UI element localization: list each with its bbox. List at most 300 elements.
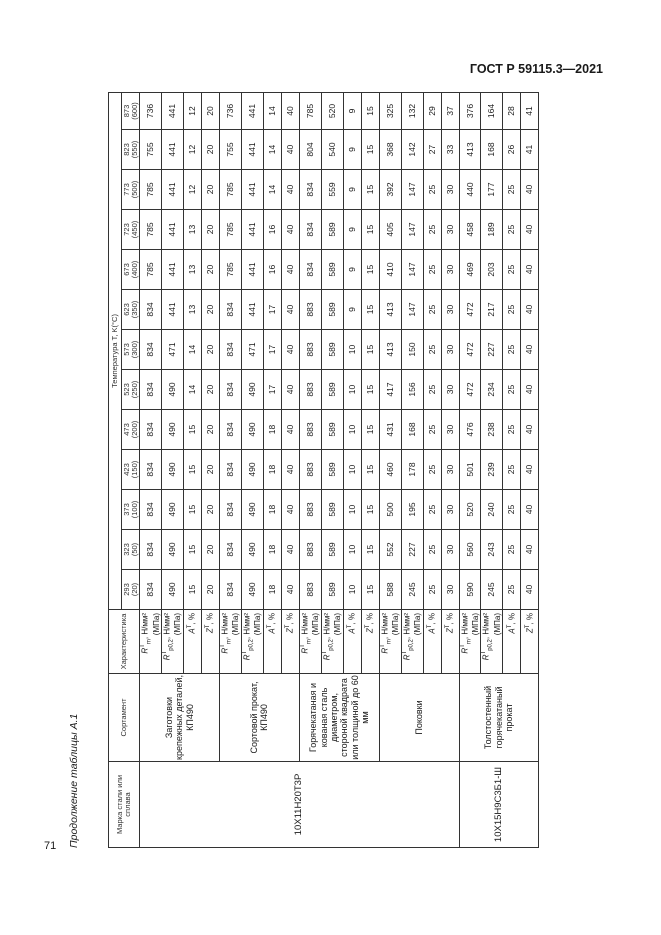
characteristic-label: $R^T_m$, Н/мм² (МПа)	[219, 610, 241, 674]
value-cell: 15	[361, 410, 379, 450]
value-cell: 10	[343, 490, 361, 530]
value-cell: 147	[401, 250, 423, 290]
value-cell: 834	[219, 490, 241, 530]
value-cell: 834	[219, 450, 241, 490]
rotated-table-block	[68, 93, 596, 848]
value-cell: 472	[459, 290, 481, 330]
temperature-col-header: 773 (500)	[122, 170, 140, 210]
value-cell: 15	[361, 330, 379, 370]
value-cell: 490	[161, 570, 183, 610]
characteristic-label: $A^T$, %	[423, 610, 441, 674]
value-cell: 540	[321, 130, 343, 170]
value-cell: 12	[183, 92, 201, 129]
value-cell: 834	[140, 450, 162, 490]
value-cell: 178	[401, 450, 423, 490]
header-temperature: Температура T, K(°C)	[109, 92, 122, 609]
header-sort: Сортамент	[109, 674, 140, 762]
value-cell: 14	[183, 330, 201, 370]
value-cell: 20	[201, 210, 219, 250]
value-cell: 834	[219, 370, 241, 410]
value-cell: 560	[459, 530, 481, 570]
value-cell: 9	[343, 92, 361, 129]
grade-cell: 10Х11Н20Т3Р	[140, 762, 460, 848]
value-cell: 25	[423, 490, 441, 530]
value-cell: 834	[219, 330, 241, 370]
value-cell: 25	[503, 450, 521, 490]
value-cell: 834	[299, 250, 321, 290]
value-cell: 25	[423, 250, 441, 290]
sort-cell: Сортовой прокат, КП490	[219, 674, 299, 762]
characteristic-label: $R^T_{p0,2}$, Н/мм² (МПа)	[241, 610, 263, 674]
value-cell: 413	[379, 290, 401, 330]
characteristic-label: $R^T_{p0,2}$, Н/мм² (МПа)	[401, 610, 423, 674]
characteristic-label: $R^T_{p0,2}$, Н/мм² (МПа)	[481, 610, 503, 674]
value-cell: 177	[481, 170, 503, 210]
value-cell: 325	[379, 92, 401, 129]
value-cell: 9	[343, 170, 361, 210]
value-cell: 25	[503, 170, 521, 210]
value-cell: 834	[219, 530, 241, 570]
value-cell: 490	[241, 530, 263, 570]
value-cell: 15	[361, 490, 379, 530]
value-cell: 15	[361, 170, 379, 210]
value-cell: 410	[379, 250, 401, 290]
value-cell: 25	[503, 490, 521, 530]
characteristic-label: $R^T_{p0,2}$, Н/мм² (МПа)	[161, 610, 183, 674]
value-cell: 883	[299, 290, 321, 330]
value-cell: 40	[281, 490, 299, 530]
value-cell: 472	[459, 330, 481, 370]
value-cell: 14	[263, 170, 281, 210]
value-cell: 368	[379, 130, 401, 170]
temperature-col-header: 873 (600)	[122, 92, 140, 129]
value-cell: 10	[343, 570, 361, 610]
value-cell: 883	[299, 490, 321, 530]
value-cell: 18	[263, 570, 281, 610]
value-cell: 30	[441, 290, 459, 330]
value-cell: 18	[263, 490, 281, 530]
value-cell: 40	[281, 290, 299, 330]
value-cell: 227	[401, 530, 423, 570]
characteristic-label: $Z^T$, %	[521, 610, 539, 674]
value-cell: 785	[140, 210, 162, 250]
value-cell: 28	[503, 92, 521, 129]
value-cell: 150	[401, 330, 423, 370]
value-cell: 30	[441, 170, 459, 210]
value-cell: 589	[321, 250, 343, 290]
characteristic-label: $R^T_m$, Н/мм² (МПа)	[140, 610, 162, 674]
value-cell: 16	[263, 250, 281, 290]
temperature-col-header: 723 (450)	[122, 210, 140, 250]
value-cell: 755	[140, 130, 162, 170]
characteristic-label: $Z^T$, %	[361, 610, 379, 674]
value-cell: 40	[521, 570, 539, 610]
value-cell: 589	[321, 330, 343, 370]
value-cell: 490	[241, 490, 263, 530]
value-cell: 441	[161, 130, 183, 170]
value-cell: 30	[441, 490, 459, 530]
value-cell: 40	[281, 530, 299, 570]
value-cell: 10	[343, 370, 361, 410]
value-cell: 834	[299, 170, 321, 210]
value-cell: 40	[281, 250, 299, 290]
value-cell: 25	[503, 250, 521, 290]
value-cell: 413	[459, 130, 481, 170]
value-cell: 234	[481, 370, 503, 410]
value-cell: 834	[140, 410, 162, 450]
value-cell: 17	[263, 330, 281, 370]
characteristic-label: $A^T$, %	[503, 610, 521, 674]
value-cell: 834	[219, 570, 241, 610]
value-cell: 589	[321, 490, 343, 530]
value-cell: 20	[201, 330, 219, 370]
value-cell: 376	[459, 92, 481, 129]
value-cell: 203	[481, 250, 503, 290]
value-cell: 168	[401, 410, 423, 450]
value-cell: 490	[241, 410, 263, 450]
value-cell: 804	[299, 130, 321, 170]
value-cell: 834	[140, 290, 162, 330]
value-cell: 589	[321, 570, 343, 610]
value-cell: 25	[423, 570, 441, 610]
value-cell: 14	[183, 370, 201, 410]
value-cell: 785	[140, 250, 162, 290]
value-cell: 40	[281, 92, 299, 129]
value-cell: 25	[503, 410, 521, 450]
value-cell: 15	[183, 410, 201, 450]
value-cell: 33	[441, 130, 459, 170]
value-cell: 834	[219, 290, 241, 330]
temperature-col-header: 573 (300)	[122, 330, 140, 370]
value-cell: 30	[441, 450, 459, 490]
value-cell: 40	[521, 490, 539, 530]
value-cell: 834	[140, 570, 162, 610]
value-cell: 20	[201, 290, 219, 330]
value-cell: 25	[423, 450, 441, 490]
value-cell: 588	[379, 570, 401, 610]
value-cell: 142	[401, 130, 423, 170]
value-cell: 9	[343, 130, 361, 170]
value-cell: 785	[219, 170, 241, 210]
value-cell: 164	[481, 92, 503, 129]
value-cell: 460	[379, 450, 401, 490]
value-cell: 20	[201, 370, 219, 410]
value-cell: 25	[423, 290, 441, 330]
value-cell: 785	[219, 210, 241, 250]
value-cell: 37	[441, 92, 459, 129]
value-cell: 40	[281, 130, 299, 170]
value-cell: 883	[299, 370, 321, 410]
value-cell: 785	[140, 170, 162, 210]
value-cell: 245	[481, 570, 503, 610]
value-cell: 168	[481, 130, 503, 170]
value-cell: 417	[379, 370, 401, 410]
value-cell: 240	[481, 490, 503, 530]
temperature-col-header: 423 (150)	[122, 450, 140, 490]
value-cell: 13	[183, 290, 201, 330]
value-cell: 9	[343, 290, 361, 330]
characteristic-label: $A^T$, %	[343, 610, 361, 674]
value-cell: 12	[183, 130, 201, 170]
value-cell: 589	[321, 450, 343, 490]
value-cell: 834	[140, 530, 162, 570]
value-cell: 14	[263, 92, 281, 129]
value-cell: 490	[161, 370, 183, 410]
value-cell: 441	[241, 170, 263, 210]
value-cell: 15	[183, 490, 201, 530]
table-body	[140, 92, 539, 847]
value-cell: 25	[423, 210, 441, 250]
value-cell: 15	[361, 92, 379, 129]
value-cell: 15	[361, 290, 379, 330]
value-cell: 18	[263, 530, 281, 570]
value-cell: 458	[459, 210, 481, 250]
data-table	[108, 92, 539, 848]
value-cell: 147	[401, 290, 423, 330]
value-cell: 441	[241, 92, 263, 129]
value-cell: 12	[183, 170, 201, 210]
value-cell: 15	[361, 130, 379, 170]
characteristic-label: $Z^T$, %	[441, 610, 459, 674]
value-cell: 20	[201, 170, 219, 210]
value-cell: 15	[183, 530, 201, 570]
value-cell: 40	[281, 410, 299, 450]
value-cell: 25	[503, 330, 521, 370]
value-cell: 520	[459, 490, 481, 530]
value-cell: 15	[361, 450, 379, 490]
value-cell: 29	[423, 92, 441, 129]
value-cell: 883	[299, 330, 321, 370]
value-cell: 589	[321, 290, 343, 330]
value-cell: 490	[241, 570, 263, 610]
value-cell: 40	[521, 330, 539, 370]
value-cell: 30	[441, 570, 459, 610]
value-cell: 40	[521, 170, 539, 210]
value-cell: 20	[201, 92, 219, 129]
value-cell: 785	[299, 92, 321, 129]
value-cell: 834	[299, 210, 321, 250]
value-cell: 25	[423, 170, 441, 210]
value-cell: 30	[441, 370, 459, 410]
table-row	[219, 92, 241, 847]
header-grade: Марка стали или сплава	[109, 762, 140, 848]
sort-cell: Заготовки крепежных деталей, КП490	[140, 674, 220, 762]
temperature-col-header: 523 (250)	[122, 370, 140, 410]
value-cell: 20	[201, 130, 219, 170]
value-cell: 490	[161, 490, 183, 530]
value-cell: 30	[441, 530, 459, 570]
value-cell: 132	[401, 92, 423, 129]
value-cell: 589	[321, 210, 343, 250]
characteristic-label: $A^T$, %	[263, 610, 281, 674]
value-cell: 736	[219, 92, 241, 129]
page-number: 71	[44, 840, 57, 852]
temperature-col-header: 623 (350)	[122, 290, 140, 330]
value-cell: 883	[299, 530, 321, 570]
value-cell: 147	[401, 210, 423, 250]
value-cell: 441	[241, 210, 263, 250]
value-cell: 40	[521, 530, 539, 570]
value-cell: 40	[521, 410, 539, 450]
temperature-col-header: 323 (50)	[122, 530, 140, 570]
value-cell: 10	[343, 530, 361, 570]
value-cell: 834	[140, 330, 162, 370]
value-cell: 40	[521, 450, 539, 490]
value-cell: 785	[219, 250, 241, 290]
value-cell: 41	[521, 130, 539, 170]
value-cell: 441	[241, 290, 263, 330]
value-cell: 441	[161, 250, 183, 290]
value-cell: 476	[459, 410, 481, 450]
characteristic-label: $Z^T$, %	[201, 610, 219, 674]
value-cell: 189	[481, 210, 503, 250]
table-row	[299, 92, 321, 847]
value-cell: 883	[299, 410, 321, 450]
value-cell: 40	[281, 330, 299, 370]
value-cell: 25	[503, 210, 521, 250]
value-cell: 25	[423, 410, 441, 450]
value-cell: 441	[161, 92, 183, 129]
table-row	[140, 92, 162, 847]
value-cell: 18	[263, 410, 281, 450]
value-cell: 441	[161, 290, 183, 330]
value-cell: 405	[379, 210, 401, 250]
value-cell: 441	[241, 250, 263, 290]
value-cell: 15	[361, 570, 379, 610]
value-cell: 13	[183, 210, 201, 250]
value-cell: 40	[281, 570, 299, 610]
value-cell: 17	[263, 290, 281, 330]
value-cell: 413	[379, 330, 401, 370]
value-cell: 17	[263, 370, 281, 410]
temperature-col-header: 373 (100)	[122, 490, 140, 530]
value-cell: 27	[423, 130, 441, 170]
value-cell: 25	[423, 370, 441, 410]
value-cell: 217	[481, 290, 503, 330]
value-cell: 195	[401, 490, 423, 530]
temperature-col-header: 673 (400)	[122, 250, 140, 290]
value-cell: 25	[423, 330, 441, 370]
value-cell: 736	[140, 92, 162, 129]
value-cell: 441	[161, 170, 183, 210]
table-caption: Продолжение таблицы А.1	[68, 713, 80, 848]
value-cell: 589	[321, 530, 343, 570]
characteristic-label: $Z^T$, %	[281, 610, 299, 674]
value-cell: 147	[401, 170, 423, 210]
value-cell: 25	[503, 290, 521, 330]
value-cell: 30	[441, 210, 459, 250]
characteristic-label: $R^T_m$, Н/мм² (МПа)	[459, 610, 481, 674]
value-cell: 40	[521, 290, 539, 330]
value-cell: 25	[503, 530, 521, 570]
value-cell: 490	[161, 410, 183, 450]
value-cell: 30	[441, 410, 459, 450]
temperature-col-header: 823 (550)	[122, 130, 140, 170]
value-cell: 30	[441, 250, 459, 290]
value-cell: 9	[343, 210, 361, 250]
value-cell: 490	[161, 450, 183, 490]
sort-cell: Горячекатаная и кованая сталь диаметром, стороной квадрата или толщиной до 60 мм	[299, 674, 379, 762]
value-cell: 25	[503, 570, 521, 610]
value-cell: 20	[201, 450, 219, 490]
value-cell: 10	[343, 410, 361, 450]
standard-number: ГОСТ Р 59115.3—2021	[469, 62, 603, 76]
value-cell: 490	[241, 450, 263, 490]
value-cell: 589	[321, 410, 343, 450]
value-cell: 20	[201, 410, 219, 450]
value-cell: 156	[401, 370, 423, 410]
value-cell: 15	[361, 370, 379, 410]
value-cell: 501	[459, 450, 481, 490]
value-cell: 40	[281, 450, 299, 490]
value-cell: 227	[481, 330, 503, 370]
value-cell: 471	[161, 330, 183, 370]
value-cell: 239	[481, 450, 503, 490]
value-cell: 15	[361, 530, 379, 570]
value-cell: 883	[299, 570, 321, 610]
value-cell: 30	[441, 330, 459, 370]
value-cell: 20	[201, 530, 219, 570]
temperature-col-header: 293 (20)	[122, 570, 140, 610]
value-cell: 15	[361, 210, 379, 250]
value-cell: 15	[361, 250, 379, 290]
table-row	[379, 92, 401, 847]
value-cell: 238	[481, 410, 503, 450]
value-cell: 15	[183, 450, 201, 490]
value-cell: 392	[379, 170, 401, 210]
characteristic-label: $R^T_m$, Н/мм² (МПа)	[299, 610, 321, 674]
value-cell: 16	[263, 210, 281, 250]
value-cell: 20	[201, 490, 219, 530]
header-characteristic: Характеристика	[109, 610, 140, 674]
value-cell: 25	[503, 370, 521, 410]
value-cell: 834	[140, 370, 162, 410]
characteristic-label: $R^T_{p0,2}$, Н/мм² (МПа)	[321, 610, 343, 674]
value-cell: 472	[459, 370, 481, 410]
value-cell: 243	[481, 530, 503, 570]
value-cell: 40	[521, 250, 539, 290]
value-cell: 25	[423, 530, 441, 570]
value-cell: 883	[299, 450, 321, 490]
value-cell: 13	[183, 250, 201, 290]
value-cell: 441	[161, 210, 183, 250]
table-row	[459, 92, 481, 847]
value-cell: 20	[201, 250, 219, 290]
value-cell: 589	[321, 370, 343, 410]
value-cell: 441	[241, 130, 263, 170]
value-cell: 40	[521, 370, 539, 410]
characteristic-label: $A^T$, %	[183, 610, 201, 674]
value-cell: 26	[503, 130, 521, 170]
value-cell: 20	[201, 570, 219, 610]
value-cell: 559	[321, 170, 343, 210]
grade-cell: 10Х15Н9С3Б1-Ш	[459, 762, 539, 848]
value-cell: 755	[219, 130, 241, 170]
value-cell: 834	[219, 410, 241, 450]
value-cell: 40	[281, 210, 299, 250]
value-cell: 431	[379, 410, 401, 450]
value-cell: 500	[379, 490, 401, 530]
value-cell: 14	[263, 130, 281, 170]
value-cell: 440	[459, 170, 481, 210]
sort-cell: Поковки	[379, 674, 459, 762]
characteristic-label: $R^T_m$, Н/мм² (МПа)	[379, 610, 401, 674]
value-cell: 18	[263, 450, 281, 490]
value-cell: 834	[140, 490, 162, 530]
sort-cell: Толстостенный горячекатаный прокат	[459, 674, 539, 762]
value-cell: 471	[241, 330, 263, 370]
value-cell: 10	[343, 330, 361, 370]
